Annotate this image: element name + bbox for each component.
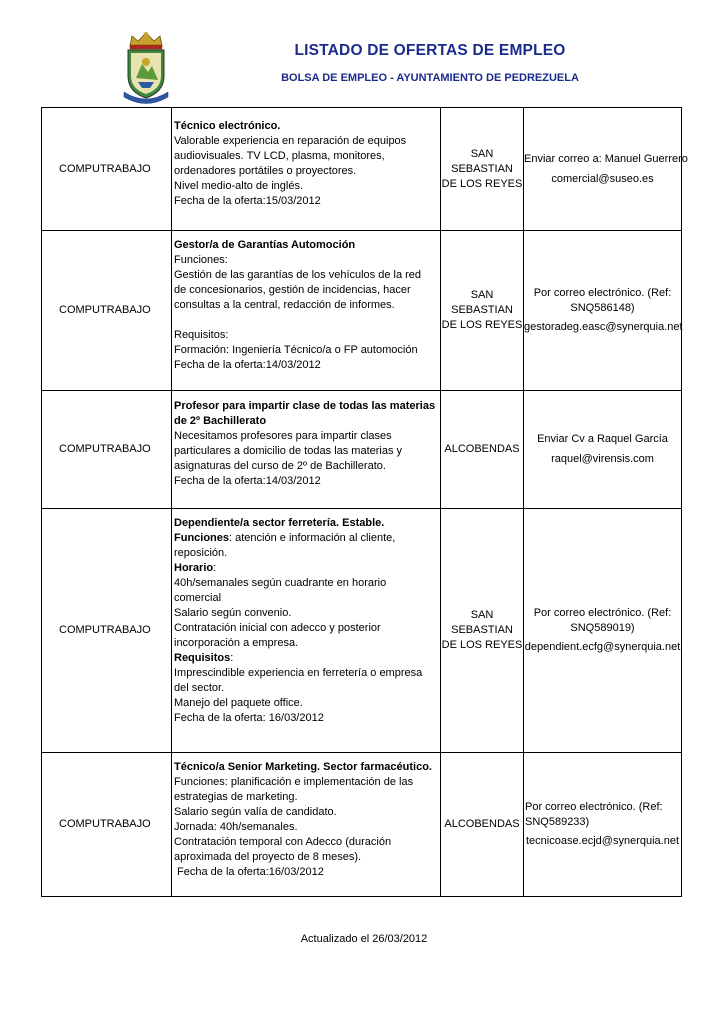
offer-description [172, 753, 441, 897]
offer-location [441, 391, 524, 509]
offer-location-line: SAN SEBASTIAN [451, 609, 513, 636]
offer-contact [524, 391, 682, 509]
offer-description-line [174, 561, 440, 576]
offer-source: COMPUTRABAJO [42, 391, 172, 509]
offer-description-line: Gestor/a de Garantías Automoción [174, 239, 356, 251]
offer-description-line: Técnico/a Senior Marketing. Sector farmacéutico. [174, 761, 432, 773]
contact-email[interactable]: dependient.ecfg@synerquia.net [524, 641, 681, 653]
contact-instructions: Por correo electrónico. (Ref: [533, 287, 672, 299]
contact-instructions: Enviar correo a: Manuel Guerrero [524, 152, 688, 165]
offer-contact [524, 108, 688, 231]
offer-description-line: Profesor para impartir clase de todas las materias [174, 400, 436, 412]
offer-section-label: Requisitos [174, 652, 231, 664]
offer-contact [524, 753, 682, 897]
offer-description-line: Salario según convenio. [174, 607, 292, 619]
offer-description-line: 40h/semanales según cuadrante en horario [174, 577, 387, 589]
offer-row [42, 391, 682, 509]
offer-description [172, 391, 441, 509]
offer-contact [524, 509, 682, 753]
offer-row [42, 231, 682, 391]
offer-description-line: ordenadores portátiles o proyectores. [174, 165, 357, 177]
offer-source: COMPUTRABAJO [42, 108, 172, 231]
offer-description-line: Imprescindible experiencia en ferretería o empresa [174, 667, 423, 679]
page-subtitle: BOLSA DE EMPLEO - AYUNTAMIENTO DE PEDREZUELA [281, 72, 579, 84]
offer-description-line: consultas a la central, redacción de informes. [174, 299, 395, 311]
offer-description-line: asignaturas del curso de 2º de Bachillerato. [174, 460, 386, 472]
offer-section-text: : atención e información al cliente, [229, 532, 396, 544]
updated-date: Actualizado el 26/03/2012 [300, 933, 428, 945]
contact-email[interactable]: gestoradeg.easc@synerquia.net [524, 321, 683, 333]
offer-description-line: Manejo del paquete office. [174, 697, 303, 709]
offer-description-line: Nivel medio-alto de inglés. [174, 180, 304, 192]
offer-description-line: Contratación temporal con Adecco (duración [174, 836, 392, 848]
pedrezuela-crest-logo [120, 30, 172, 104]
offer-location-line: DE LOS REYES [441, 639, 523, 651]
contact-instructions: SNQ586148) [570, 302, 635, 314]
offer-description-line: incorporación a empresa. [174, 637, 299, 649]
offer-location-line: SAN SEBASTIAN [451, 289, 513, 316]
offer-description-line [174, 531, 440, 546]
offer-source: COMPUTRABAJO [42, 509, 172, 753]
offer-description-line: Fecha de la oferta:14/03/2012 [174, 475, 321, 487]
offer-description-line: Funciones: planificación e implementación de las [174, 776, 414, 788]
offer-description-line: Contratación inicial con adecco y posterior [174, 622, 381, 634]
contact-instructions: SNQ589233) [525, 816, 590, 828]
offer-description-line: Salario según valía de candidato. [174, 806, 337, 818]
offer-description-line: Jornada: 40h/semanales. [174, 821, 298, 833]
offer-description-line: Necesitamos profesores para impartir clases [174, 430, 392, 442]
contact-email[interactable]: comercial@suseo.es [551, 172, 654, 185]
offer-description-line: Fecha de la oferta: 16/03/2012 [174, 712, 324, 724]
offer-description-line [174, 651, 440, 666]
offer-location [441, 509, 524, 753]
offer-description-line: particulares a domicilio de todas las materias y [174, 445, 403, 457]
offer-location-line: DE LOS REYES [441, 177, 523, 190]
offer-description-line: Técnico electrónico. [174, 120, 281, 132]
contact-instructions: Enviar Cv a Raquel García [537, 433, 668, 445]
offer-section-text: : [213, 562, 217, 574]
offer-description-line: Gestión de las garantías de los vehículos de la red [174, 269, 422, 281]
offer-description-line: Fecha de la oferta:15/03/2012 [174, 195, 321, 207]
offer-description-line: Funciones: [174, 254, 228, 266]
offer-description-line: Requisitos: [174, 329, 229, 341]
contact-instructions: Por correo electrónico. (Ref: [533, 607, 672, 619]
contact-instructions: SNQ589019) [570, 622, 635, 634]
offer-description-line: comercial [174, 592, 222, 604]
offer-location-line: ALCOBENDAS [444, 443, 520, 455]
offer-description-line: Formación: Ingeniería Técnico/a o FP automoción [174, 344, 418, 356]
contact-instructions: Por correo electrónico. (Ref: [525, 801, 663, 813]
offer-description-line: Fecha de la oferta:16/03/2012 [174, 866, 324, 878]
job-offers-table [41, 107, 688, 897]
offer-row [42, 509, 682, 753]
offer-description-line: del sector. [174, 682, 225, 694]
offer-section-text: : [230, 652, 234, 664]
offer-description-line: de 2º Bachillerato [174, 415, 267, 427]
offer-location [441, 231, 524, 391]
offer-section-label: Horario [174, 562, 214, 574]
offer-location-line: DE LOS REYES [441, 319, 523, 331]
offer-location-line: SAN SEBASTIAN [451, 147, 513, 175]
offer-section-label: Funciones [174, 532, 230, 544]
offer-location-line: ALCOBENDAS [444, 818, 520, 830]
offer-description [172, 231, 441, 391]
offer-description [172, 509, 441, 753]
offer-row [42, 108, 682, 231]
offer-row [42, 753, 682, 897]
offer-description-line: Fecha de la oferta:14/03/2012 [174, 359, 321, 371]
offer-description-line: de concesionarios, gestión de incidencias, hacer [174, 284, 411, 296]
offer-description-line: aproximada del proyecto de 8 meses). [174, 851, 362, 863]
page-title: LISTADO DE OFERTAS DE EMPLEO [294, 42, 566, 59]
offer-description-line: reposición. [174, 547, 228, 559]
offer-location [441, 108, 524, 231]
offer-location [441, 753, 524, 897]
offer-source: COMPUTRABAJO [42, 231, 172, 391]
contact-email[interactable]: tecnicoase.ecjd@synerquia.net [525, 835, 680, 847]
offer-contact [524, 231, 682, 391]
offer-description [172, 108, 441, 231]
offer-description-line [174, 313, 440, 328]
offer-description-line: audiovisuales. TV LCD, plasma, monitores, [174, 150, 385, 162]
offer-source: COMPUTRABAJO [42, 753, 172, 897]
offer-description-line: estrategias de marketing. [174, 791, 298, 803]
contact-email[interactable]: raquel@virensis.com [551, 453, 654, 465]
offer-description-line: Dependiente/a sector ferretería. Estable. [174, 517, 385, 529]
offer-description-line: Valorable experiencia en reparación de equipos [174, 135, 407, 147]
